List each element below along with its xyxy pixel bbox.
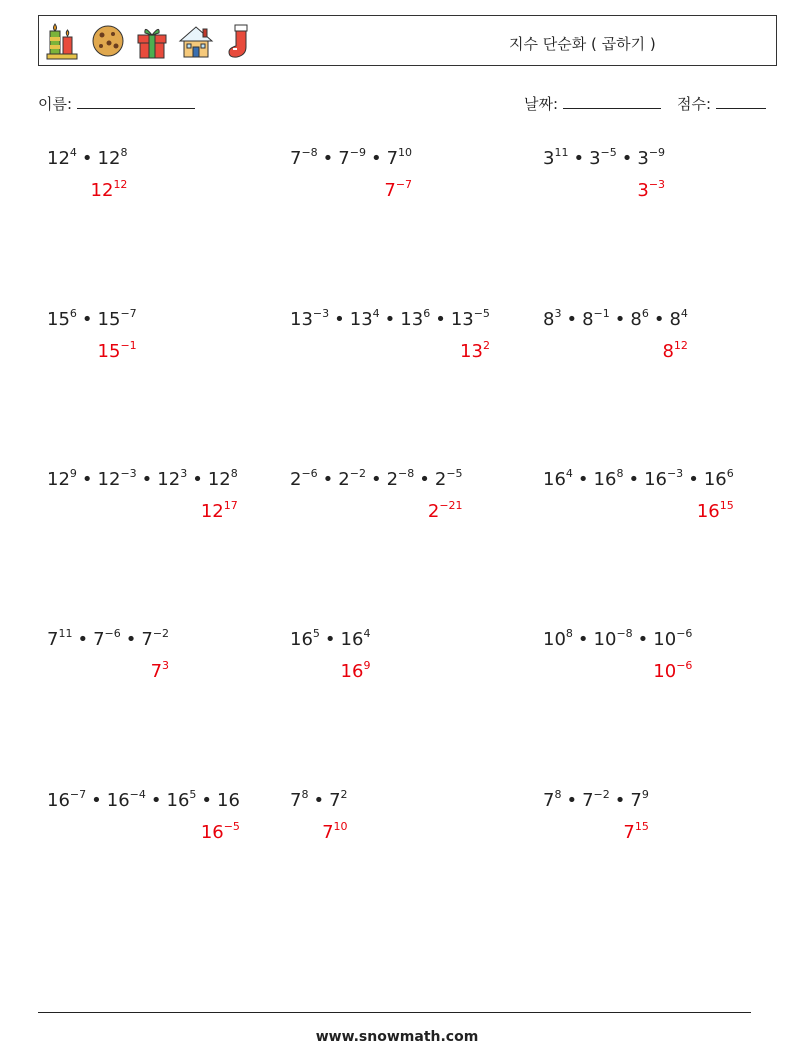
power-term bbox=[329, 790, 347, 811]
exponent: −2 bbox=[593, 788, 610, 801]
power-term bbox=[644, 469, 683, 490]
multiply-dot: • bbox=[324, 629, 336, 650]
power-term bbox=[543, 629, 573, 650]
exponent: 10 bbox=[398, 146, 413, 159]
power-term bbox=[338, 469, 366, 490]
base: 12 bbox=[207, 469, 231, 490]
problem-item bbox=[47, 307, 277, 377]
base: 10 bbox=[593, 629, 617, 650]
base: 16 bbox=[703, 469, 727, 490]
answer-exponent: 17 bbox=[223, 499, 238, 512]
power-term bbox=[47, 629, 72, 650]
answer-exponent: 12 bbox=[113, 178, 128, 191]
multiply-dot: • bbox=[91, 790, 102, 811]
problem-item bbox=[543, 788, 773, 858]
power-term bbox=[400, 309, 430, 330]
problem-item bbox=[290, 788, 520, 858]
multiply-dot: • bbox=[201, 790, 213, 811]
base: 16 bbox=[217, 790, 240, 811]
answer bbox=[98, 339, 137, 362]
answer-exponent: 3 bbox=[162, 659, 170, 672]
stocking-icon bbox=[221, 21, 259, 61]
base: 10 bbox=[543, 629, 566, 650]
exponent: 5 bbox=[189, 788, 197, 801]
multiply-dot: • bbox=[81, 469, 93, 490]
power-term bbox=[338, 148, 366, 169]
base: 7 bbox=[582, 790, 594, 811]
multiply-dot: • bbox=[628, 469, 640, 490]
answer-exponent: 2 bbox=[482, 339, 490, 352]
problem-expression bbox=[543, 627, 692, 650]
answer-exponent: 15 bbox=[719, 499, 734, 512]
base: 2 bbox=[386, 469, 399, 490]
house-icon bbox=[177, 21, 215, 61]
multiply-dot: • bbox=[370, 148, 382, 169]
problem-item bbox=[543, 146, 773, 216]
power-term bbox=[290, 629, 320, 650]
power-term bbox=[290, 309, 329, 330]
answer-base: 16 bbox=[200, 822, 224, 843]
power-term bbox=[47, 309, 77, 330]
answer-base: 8 bbox=[662, 341, 674, 362]
answer-exponent: 12 bbox=[673, 339, 688, 352]
worksheet-title: 지수 단순화 ( 곱하기 ) bbox=[509, 35, 656, 53]
power-term bbox=[435, 469, 463, 490]
answer-exponent: −21 bbox=[439, 499, 463, 512]
multiply-dot: • bbox=[573, 148, 585, 169]
power-term bbox=[47, 148, 77, 169]
base: 16 bbox=[543, 469, 566, 490]
base: 3 bbox=[589, 148, 601, 169]
power-term bbox=[589, 148, 617, 169]
base: 7 bbox=[290, 148, 302, 169]
exponent: 6 bbox=[641, 307, 649, 320]
power-term bbox=[630, 309, 648, 330]
exponent: 8 bbox=[120, 146, 128, 159]
problem-expression bbox=[290, 146, 412, 169]
base: 7 bbox=[338, 148, 350, 169]
problem-item bbox=[290, 146, 520, 216]
base: 12 bbox=[97, 148, 121, 169]
problem-expression bbox=[543, 307, 688, 330]
answer-base: 10 bbox=[653, 661, 677, 682]
power-term bbox=[208, 469, 238, 490]
answer-exponent: −7 bbox=[395, 178, 413, 191]
multiply-dot: • bbox=[322, 469, 334, 490]
answer bbox=[623, 820, 648, 843]
base: 12 bbox=[157, 469, 181, 490]
exponent: 4 bbox=[69, 146, 77, 159]
exponent: 6 bbox=[423, 307, 431, 320]
exponent: −6 bbox=[301, 467, 318, 480]
base: 8 bbox=[543, 309, 555, 330]
exponent: 8 bbox=[301, 788, 309, 801]
power-term bbox=[141, 629, 169, 650]
multiply-dot: • bbox=[370, 469, 382, 490]
power-term bbox=[157, 469, 187, 490]
base: 8 bbox=[669, 309, 681, 330]
base: 8 bbox=[582, 309, 594, 330]
answer bbox=[201, 499, 238, 522]
base: 12 bbox=[47, 469, 70, 490]
multiply-dot: • bbox=[419, 469, 430, 490]
power-term bbox=[98, 309, 137, 330]
answer-base: 13 bbox=[460, 341, 483, 362]
name-label: 이름: bbox=[38, 95, 73, 113]
power-term bbox=[387, 469, 415, 490]
base: 7 bbox=[290, 790, 302, 811]
power-term bbox=[704, 469, 734, 490]
power-term bbox=[594, 629, 633, 650]
answer-base: 15 bbox=[97, 341, 121, 362]
exponent: 4 bbox=[363, 627, 371, 640]
power-term bbox=[217, 790, 240, 811]
date-line bbox=[563, 94, 661, 109]
exponent: 11 bbox=[554, 146, 569, 159]
exponent: −5 bbox=[446, 467, 463, 480]
multiply-dot: • bbox=[334, 309, 345, 330]
multiply-dot: • bbox=[688, 469, 699, 490]
power-term bbox=[594, 469, 624, 490]
answer bbox=[662, 339, 687, 362]
exponent: −8 bbox=[616, 627, 633, 640]
answer bbox=[201, 820, 240, 843]
power-term bbox=[47, 469, 77, 490]
power-term bbox=[290, 148, 318, 169]
problem-item bbox=[290, 307, 520, 377]
base: 16 bbox=[290, 629, 313, 650]
exponent: −7 bbox=[69, 788, 87, 801]
exponent: 8 bbox=[230, 467, 238, 480]
score-field[interactable] bbox=[677, 93, 766, 114]
answer bbox=[384, 178, 412, 201]
base: 8 bbox=[630, 309, 642, 330]
multiply-dot: • bbox=[577, 629, 589, 650]
exponent: 3 bbox=[180, 467, 188, 480]
power-term bbox=[107, 790, 146, 811]
candles-icon bbox=[45, 21, 83, 61]
multiply-dot: • bbox=[77, 629, 89, 650]
answer-exponent: −5 bbox=[223, 820, 240, 833]
base: 16 bbox=[166, 790, 190, 811]
multiply-dot: • bbox=[322, 148, 334, 169]
answer bbox=[151, 659, 169, 682]
power-term bbox=[290, 469, 318, 490]
exponent: 4 bbox=[372, 307, 380, 320]
problem-expression bbox=[290, 627, 370, 650]
problem-expression bbox=[47, 788, 240, 811]
multiply-dot: • bbox=[435, 309, 446, 330]
exponent: −8 bbox=[398, 467, 415, 480]
multiply-dot: • bbox=[653, 309, 665, 330]
multiply-dot: • bbox=[141, 469, 153, 490]
base: 16 bbox=[593, 469, 617, 490]
exponent: −5 bbox=[600, 146, 617, 159]
power-term bbox=[637, 148, 665, 169]
problem-item bbox=[543, 467, 773, 537]
power-term bbox=[669, 309, 687, 330]
exponent: 8 bbox=[616, 467, 624, 480]
exponent: 3 bbox=[554, 307, 562, 320]
answer-base: 2 bbox=[427, 501, 440, 522]
exponent: 8 bbox=[554, 788, 562, 801]
name-field[interactable] bbox=[38, 93, 195, 114]
exponent: 11 bbox=[58, 627, 73, 640]
power-term bbox=[93, 629, 121, 650]
exponent: −8 bbox=[301, 146, 318, 159]
exponent: 9 bbox=[69, 467, 77, 480]
problem-expression bbox=[47, 307, 137, 330]
answer-exponent: −1 bbox=[120, 339, 137, 352]
base: 12 bbox=[97, 469, 121, 490]
base: 7 bbox=[141, 629, 153, 650]
answer bbox=[697, 499, 734, 522]
exponent: −2 bbox=[152, 627, 170, 640]
answer-base: 16 bbox=[340, 661, 364, 682]
multiply-dot: • bbox=[566, 309, 578, 330]
multiply-dot: • bbox=[614, 790, 626, 811]
answer-base: 3 bbox=[637, 180, 649, 201]
problem-expression bbox=[290, 788, 348, 811]
multiply-dot: • bbox=[614, 309, 626, 330]
base: 15 bbox=[97, 309, 121, 330]
exponent: 9 bbox=[641, 788, 649, 801]
exponent: −1 bbox=[593, 307, 610, 320]
power-term bbox=[543, 309, 561, 330]
exponent: −7 bbox=[120, 307, 137, 320]
multiply-dot: • bbox=[150, 790, 162, 811]
multiply-dot: • bbox=[384, 309, 396, 330]
multiply-dot: • bbox=[313, 790, 325, 811]
answer bbox=[91, 178, 128, 201]
answer-exponent: 10 bbox=[333, 820, 348, 833]
problem-expression bbox=[290, 467, 463, 490]
answer bbox=[653, 659, 692, 682]
problem-expression bbox=[290, 307, 490, 330]
base: 13 bbox=[290, 309, 313, 330]
date-field[interactable] bbox=[524, 93, 661, 114]
power-term bbox=[582, 790, 610, 811]
power-term bbox=[98, 469, 137, 490]
power-term bbox=[543, 790, 561, 811]
answer-base: 7 bbox=[322, 822, 334, 843]
exponent: 8 bbox=[565, 627, 573, 640]
problem-item bbox=[47, 467, 277, 537]
name-line bbox=[77, 94, 195, 109]
base: 3 bbox=[637, 148, 649, 169]
exponent: −3 bbox=[666, 467, 684, 480]
answer bbox=[341, 659, 371, 682]
exponent: 4 bbox=[680, 307, 688, 320]
power-term bbox=[290, 790, 308, 811]
exponent: −2 bbox=[349, 467, 366, 480]
base: 16 bbox=[340, 629, 364, 650]
answer-exponent: −3 bbox=[648, 178, 666, 191]
answer-exponent: −6 bbox=[676, 659, 693, 672]
base: 2 bbox=[290, 469, 302, 490]
header-box bbox=[38, 15, 777, 66]
power-term bbox=[582, 309, 610, 330]
multiply-dot: • bbox=[81, 309, 93, 330]
base: 13 bbox=[450, 309, 474, 330]
base: 7 bbox=[386, 148, 399, 169]
answer-exponent: 15 bbox=[634, 820, 649, 833]
power-term bbox=[630, 790, 648, 811]
base: 12 bbox=[47, 148, 70, 169]
answer-base: 12 bbox=[90, 180, 114, 201]
problem-item bbox=[47, 146, 277, 216]
multiply-dot: • bbox=[566, 790, 578, 811]
base: 10 bbox=[653, 629, 677, 650]
exponent: 6 bbox=[726, 467, 734, 480]
problem-item bbox=[543, 627, 773, 697]
answer bbox=[637, 178, 665, 201]
exponent: −9 bbox=[648, 146, 666, 159]
answer bbox=[428, 499, 463, 522]
answer-base: 7 bbox=[150, 661, 163, 682]
answer-base: 7 bbox=[623, 822, 635, 843]
power-term bbox=[341, 629, 371, 650]
problem-expression bbox=[543, 467, 734, 490]
problem-expression bbox=[543, 788, 649, 811]
problem-expression bbox=[47, 146, 127, 169]
base: 15 bbox=[47, 309, 70, 330]
exponent: 4 bbox=[565, 467, 573, 480]
answer-base: 7 bbox=[384, 180, 396, 201]
base: 3 bbox=[543, 148, 555, 169]
base: 16 bbox=[106, 790, 130, 811]
exponent: 2 bbox=[340, 788, 348, 801]
base: 7 bbox=[329, 790, 341, 811]
problem-item bbox=[290, 467, 520, 537]
multiply-dot: • bbox=[621, 148, 633, 169]
exponent: 5 bbox=[312, 627, 320, 640]
problem-item bbox=[47, 627, 277, 697]
multiply-dot: • bbox=[125, 629, 137, 650]
answer bbox=[322, 820, 347, 843]
exponent: −3 bbox=[120, 467, 137, 480]
base: 2 bbox=[338, 469, 350, 490]
answer-base: 12 bbox=[200, 501, 224, 522]
footer-divider bbox=[38, 1012, 751, 1013]
base: 13 bbox=[349, 309, 373, 330]
base: 2 bbox=[434, 469, 447, 490]
base: 7 bbox=[543, 790, 555, 811]
base: 7 bbox=[630, 790, 642, 811]
answer-exponent: 9 bbox=[363, 659, 371, 672]
exponent: −6 bbox=[676, 627, 693, 640]
problem-expression bbox=[543, 146, 665, 169]
exponent: −5 bbox=[473, 307, 490, 320]
power-term bbox=[387, 148, 412, 169]
power-term bbox=[543, 148, 568, 169]
power-term bbox=[350, 309, 380, 330]
power-term bbox=[98, 148, 128, 169]
base: 16 bbox=[47, 790, 70, 811]
base: 13 bbox=[400, 309, 424, 330]
base: 7 bbox=[47, 629, 59, 650]
power-term bbox=[47, 790, 86, 811]
power-term bbox=[451, 309, 490, 330]
problem-item bbox=[543, 307, 773, 377]
multiply-dot: • bbox=[577, 469, 589, 490]
gift-icon bbox=[133, 21, 171, 61]
exponent: −6 bbox=[104, 627, 121, 640]
exponent: −9 bbox=[349, 146, 366, 159]
problem-item bbox=[47, 788, 277, 858]
multiply-dot: • bbox=[637, 629, 649, 650]
exponent: −4 bbox=[129, 788, 146, 801]
score-label: 점수: bbox=[677, 95, 712, 113]
exponent: 6 bbox=[69, 307, 77, 320]
problem-expression bbox=[47, 627, 169, 650]
icon-row bbox=[45, 21, 259, 61]
answer bbox=[460, 339, 490, 362]
power-term bbox=[167, 790, 197, 811]
date-label: 날짜: bbox=[524, 95, 559, 113]
answer-base: 16 bbox=[696, 501, 720, 522]
base: 16 bbox=[644, 469, 667, 490]
problem-item bbox=[290, 627, 520, 697]
power-term bbox=[543, 469, 573, 490]
multiply-dot: • bbox=[192, 469, 203, 490]
footer-url: www.snowmath.com bbox=[315, 1029, 479, 1045]
problem-expression bbox=[47, 467, 238, 490]
base: 7 bbox=[93, 629, 105, 650]
power-term bbox=[653, 629, 692, 650]
score-line bbox=[716, 94, 766, 109]
multiply-dot: • bbox=[81, 148, 93, 169]
exponent: −3 bbox=[312, 307, 330, 320]
cookie-icon bbox=[89, 21, 127, 61]
